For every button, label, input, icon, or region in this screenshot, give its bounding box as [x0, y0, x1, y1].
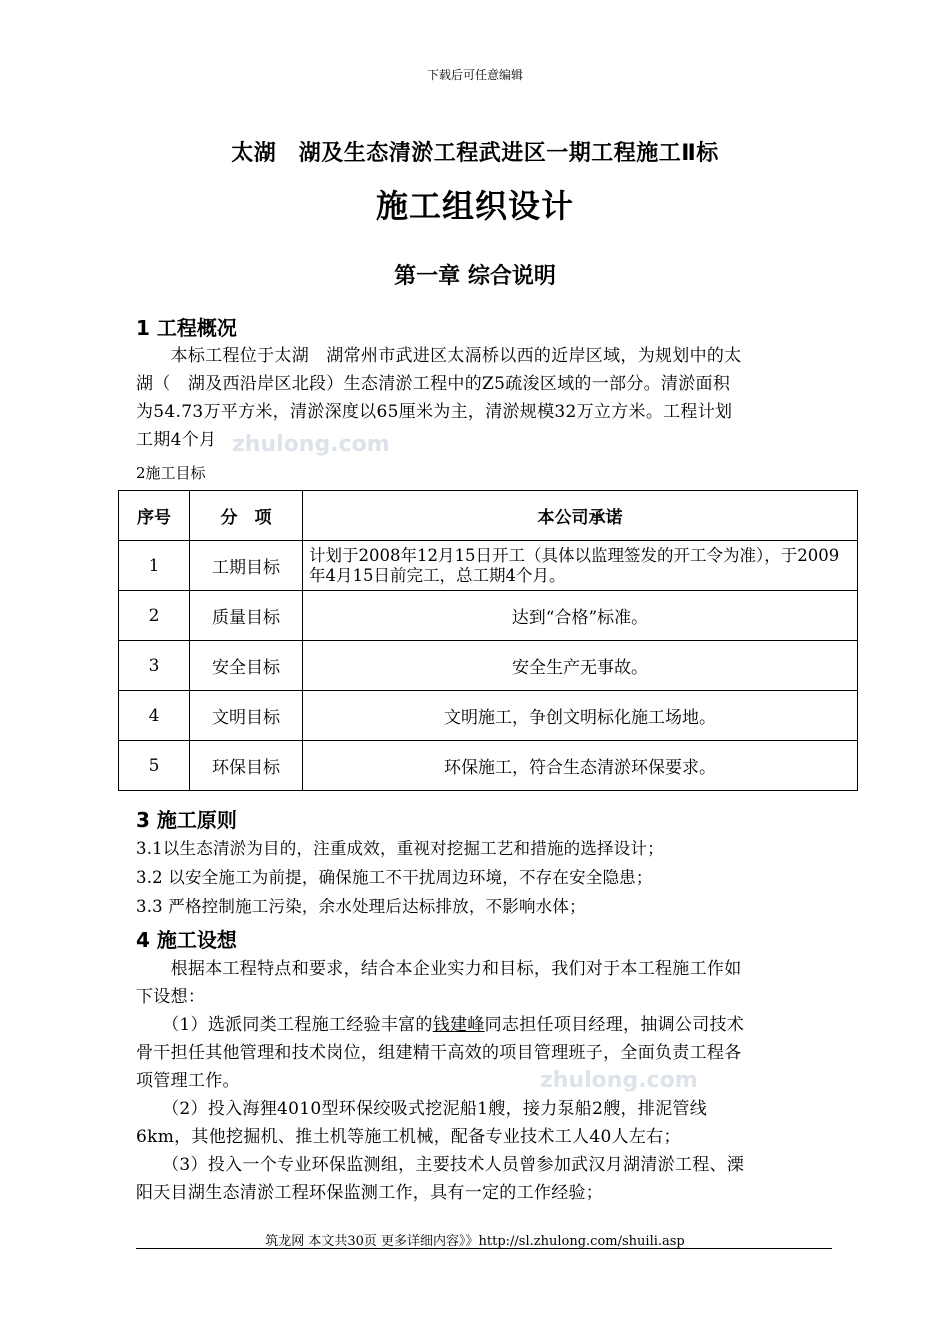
section-4-line: 6km，其他挖掘机、推土机等施工机械，配备专业技术工人40人左右； — [136, 1127, 681, 1147]
table-cell: 文明目标 — [190, 691, 303, 741]
section-4-line: 骨干担任其他管理和技术岗位，组建精干高效的项目管理班子，全面负责工程各 — [136, 1043, 742, 1063]
table-cell: 安全目标 — [190, 641, 303, 691]
section-4-line: 阳天目湖生态清淤工程环保监测工作，具有一定的工作经验； — [136, 1183, 604, 1203]
section-1-line: 工期4个月 — [136, 430, 217, 450]
table-cell: 文明施工，争创文明标化施工场地。 — [303, 691, 858, 741]
table-cell: 环保施工，符合生态清淤环保要求。 — [303, 741, 858, 791]
plan-item-1 — [136, 1011, 836, 1039]
chapter-heading: 第一章 综合说明 — [394, 264, 556, 289]
table-cell: 工期目标 — [190, 541, 303, 591]
plan-item-text: 同志担任项目经理，抽调公司技术 — [484, 1015, 745, 1035]
table-cell: 2 — [119, 591, 190, 641]
watermark: zhulong.com — [540, 1068, 698, 1093]
section-4-body — [136, 955, 836, 1207]
column-header: 序号 — [119, 491, 190, 541]
section-3-heading: 3 施工原则 — [136, 808, 237, 832]
table-row — [119, 641, 858, 691]
table-header-row — [119, 491, 858, 541]
watermark: zhulong.com — [232, 432, 390, 457]
footer-text: 筑龙网 本文共30页 更多详细内容》》http://sl.zhulong.com/shuili.asp — [265, 1234, 685, 1249]
table-cell: 达到“合格”标准。 — [303, 591, 858, 641]
table-cell: 5 — [119, 741, 190, 791]
goals-table — [118, 490, 858, 791]
column-header: 分 项 — [190, 491, 303, 541]
section-4-line: 根据本工程特点和要求，结合本企业实力和目标，我们对于本工程施工作如 — [136, 959, 742, 979]
table-row — [119, 591, 858, 641]
table-row — [119, 691, 858, 741]
principle-item: 3.3 严格控制施工污染，余水处理后达标排放，不影响水体； — [136, 897, 586, 916]
section-4-heading: 4 施工设想 — [136, 928, 237, 952]
section-4-line: （2）投入海狸4010型环保绞吸式挖泥船1艘，接力泵船2艘，排泥管线 — [136, 1099, 708, 1119]
table-row — [119, 541, 858, 591]
document-title: 太湖 湖及生态清淤工程武进区一期工程施工Ⅱ标 — [231, 141, 719, 166]
table-cell: 计划于2008年12月15日开工（具体以监理签发的开工令为准），于2009年4月15日前完工，总工期4个月。 — [303, 541, 858, 591]
section-1-line: 湖（ 湖及西沿岸区北段）生态清淤工程中的Z5疏浚区域的一部分。清淤面积 — [136, 374, 731, 394]
section-4-line: 项管理工作。 — [136, 1071, 240, 1091]
section-4-line: （3）投入一个专业环保监测组，主要技术人员曾参加武汉月湖清淤工程、溧 — [136, 1155, 745, 1175]
top-note: 下载后可任意编辑 — [426, 68, 523, 82]
section-1-line: 本标工程位于太湖 湖常州市武进区太滆桥以西的近岸区域，为规划中的太 — [136, 346, 742, 366]
plan-item-text: （1）选派同类工程施工经验丰富的 — [136, 1015, 433, 1035]
document-subtitle: 施工组织设计 — [375, 187, 574, 225]
principle-item: 3.1以生态清淤为目的，注重成效，重视对挖掘工艺和措施的选择设计； — [136, 839, 664, 858]
table-cell: 4 — [119, 691, 190, 741]
project-manager-name: 钱建峰 — [432, 1015, 485, 1035]
section-4-line: 下设想： — [136, 987, 206, 1007]
section-1-heading: 1 工程概况 — [136, 316, 237, 340]
footer-divider — [136, 1248, 832, 1249]
section-2-heading: 2施工目标 — [136, 464, 206, 482]
column-header: 本公司承诺 — [303, 491, 858, 541]
table-row — [119, 741, 858, 791]
table-cell: 环保目标 — [190, 741, 303, 791]
principle-item: 3.2 以安全施工为前提，确保施工不干扰周边环境，不存在安全隐患； — [136, 868, 653, 887]
table-cell: 质量目标 — [190, 591, 303, 641]
table-cell: 安全生产无事故。 — [303, 641, 858, 691]
table-cell: 3 — [119, 641, 190, 691]
table-cell: 1 — [119, 541, 190, 591]
section-1-line: 为54.73万平方米，清淤深度以65厘米为主，清淤规模32万立方米。工程计划 — [136, 402, 733, 422]
